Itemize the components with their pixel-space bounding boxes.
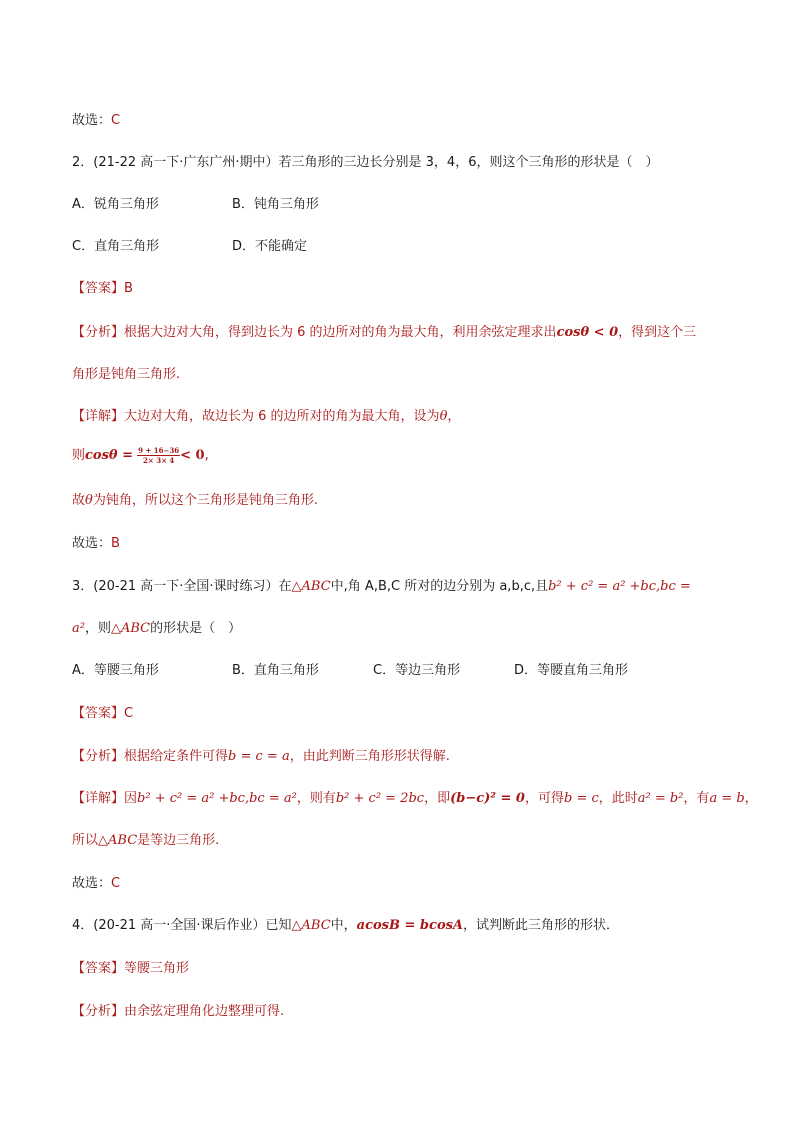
detail-end: , — [204, 448, 209, 463]
detail-math: a = b — [709, 791, 745, 806]
q2-option-a: A．锐角三角形 — [72, 197, 159, 212]
fraction-denominator: 2× 3× 4 — [143, 456, 175, 465]
answer-tag: 【答案】 — [72, 961, 125, 976]
detail-math: b² + c² = a² +bc,bc = a² — [137, 791, 297, 806]
detail-math: b² + c² = 2bc — [335, 791, 425, 806]
detail-prefix: 故 — [72, 493, 86, 508]
answer-value: B — [124, 281, 133, 296]
q2-final-answer — [72, 532, 120, 551]
a-squared: a² — [72, 621, 85, 636]
q3-detail-line-1 — [72, 787, 758, 806]
triangle-abc: △ABC — [110, 621, 151, 636]
detail-text: ，此时 — [598, 791, 638, 806]
question-3-stem-line-2 — [72, 617, 241, 636]
equation: acosB = bcosA — [356, 918, 464, 933]
detail-prefix: 则 — [72, 448, 86, 463]
q2-option-b: B．钝角三角形 — [232, 197, 319, 212]
analysis-text: 根据给定条件可得 — [124, 749, 229, 764]
answer-value: C — [111, 113, 121, 128]
q4-answer — [72, 957, 189, 976]
q2-analysis-line-1 — [72, 321, 696, 340]
analysis-tag: 【分析】 — [72, 1004, 125, 1019]
equation: b² + c² = a² +bc,bc = — [548, 579, 691, 594]
analysis-text: 根据大边对大角，得到边长为 6 的边所对的角为最大角，利用余弦定理求出 — [124, 325, 557, 340]
less-than-zero: < 0 — [180, 448, 205, 463]
q3-detail-line-2 — [72, 829, 219, 848]
q2-option-d: D．不能确定 — [232, 239, 308, 254]
detail-text: 大边对大角，故边长为 6 的边所对的角为最大角，设为 — [124, 409, 440, 424]
answer-value: 等腰三角形 — [124, 961, 190, 976]
answer-tag: 【答案】 — [72, 706, 125, 721]
top-answer-line — [72, 109, 120, 128]
cos-theta: cosθ = — [85, 448, 134, 463]
analysis-tag: 【分析】 — [72, 749, 125, 764]
detail-text-end: ， — [447, 409, 461, 424]
analysis-text-end: ，由此判断三角形形状得解. — [289, 749, 450, 764]
analysis-math: b = c = a — [228, 749, 290, 764]
q4-analysis — [72, 1000, 284, 1019]
stem-text: 中， — [330, 918, 357, 933]
detail-math: a² = b² — [637, 791, 684, 806]
triangle-abc: △ABC — [98, 833, 138, 848]
triangle-abc: △ABC — [291, 918, 331, 933]
answer-tag: 【答案】 — [72, 281, 125, 296]
answer-label: 故选： — [72, 113, 112, 128]
fraction — [137, 446, 180, 465]
q3-option-b: B．直角三角形 — [232, 663, 319, 678]
stem-text-end: ，试判断此三角形的形状． — [463, 918, 620, 933]
detail-text: 因 — [124, 791, 138, 806]
analysis-math: cosθ < 0 — [556, 325, 619, 340]
fraction-numerator: 9 + 16−36 — [138, 446, 180, 455]
detail-text: 为钝角，所以这个三角形是钝角三角形. — [92, 493, 318, 508]
detail-text: ， — [744, 791, 758, 806]
detail-tag: 【详解】 — [72, 409, 125, 424]
analysis-text: 由余弦定理角化边整理可得. — [124, 1004, 285, 1019]
q3-option-a: A．等腰三角形 — [72, 663, 159, 678]
answer-value: B — [111, 536, 120, 551]
q2-answer — [72, 277, 133, 296]
stem-text: 3．(20-21 高一下·全国·课时练习）在 — [72, 579, 292, 594]
q2-analysis-line-2: 角形是钝角三角形. — [72, 367, 181, 382]
detail-math: b = c — [563, 791, 599, 806]
q2-detail-line-3 — [72, 489, 318, 508]
q3-option-d: D．等腰直角三角形 — [514, 663, 629, 678]
q3-final-answer — [72, 872, 120, 891]
detail-text: 是等边三角形. — [137, 833, 220, 848]
question-4-stem — [72, 914, 619, 933]
q2-detail-line-1 — [72, 405, 460, 424]
q3-analysis — [72, 745, 450, 764]
q3-answer — [72, 702, 133, 721]
answer-label: 故选： — [72, 536, 112, 551]
stem-text: 中,角 A,B,C 所对的边分别为 a,b,c,且 — [330, 579, 549, 594]
theta: θ — [439, 409, 448, 424]
question-3-stem-line-1 — [72, 575, 691, 594]
detail-text: ，有 — [683, 791, 710, 806]
detail-math: (b−c)² = 0 — [450, 791, 525, 806]
analysis-text-end: ，得到这个三 — [618, 325, 697, 340]
answer-value: C — [124, 706, 134, 721]
detail-prefix: 所以 — [72, 833, 99, 848]
answer-value: C — [111, 876, 121, 891]
stem-text-end: 的形状是（ ） — [150, 621, 242, 636]
detail-text: ，则有 — [296, 791, 336, 806]
stem-text: 4．(20-21 高一·全国·课后作业）已知 — [72, 918, 292, 933]
q2-detail-line-2 — [72, 444, 209, 465]
stem-text: ，则 — [84, 621, 111, 636]
triangle-abc: △ABC — [291, 579, 331, 594]
q2-option-c: C．直角三角形 — [72, 239, 160, 254]
question-2-stem: 2．(21-22 高一下·广东广州·期中）若三角形的三边长分别是 3，4，6，则这个三角形的形状是（ ） — [72, 155, 659, 170]
theta: θ — [85, 493, 93, 508]
q3-option-c: C．等边三角形 — [373, 663, 461, 678]
analysis-tag: 【分析】 — [72, 325, 125, 340]
detail-tag: 【详解】 — [72, 791, 125, 806]
detail-text: ，即 — [424, 791, 451, 806]
detail-text: ，可得 — [524, 791, 564, 806]
answer-label: 故选： — [72, 876, 112, 891]
